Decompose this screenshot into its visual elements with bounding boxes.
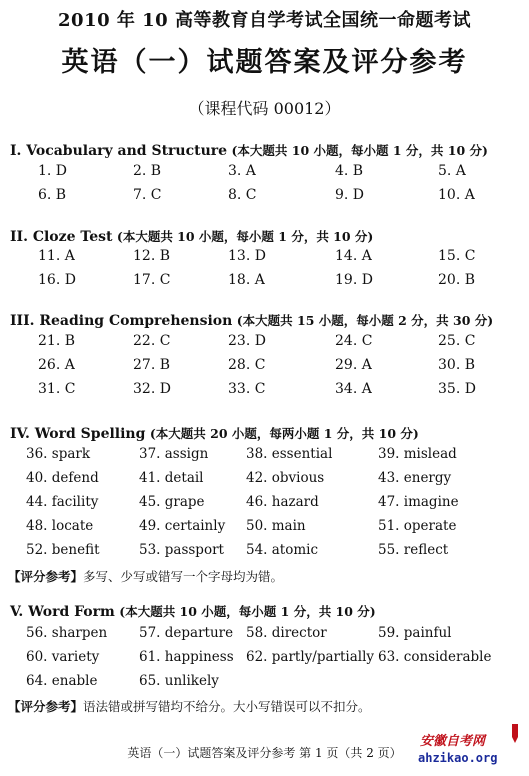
grading-note-text: 语法错或拼写错均不给分。大小写错误可以不扣分。 [83,699,371,714]
answer-item: 22. C [133,333,171,349]
answer-item: 10. A [438,187,475,203]
answer-item: 41. detail [139,470,204,486]
answer-item: 55. reflect [378,542,449,558]
answer-item: 48. locate [26,518,94,534]
answer-row [0,187,529,211]
section-title: I. Vocabulary and Structure [10,143,228,159]
answer-item: 7. C [133,187,162,203]
answer-item: 50. main [246,518,306,534]
answer-item: 58. director [246,625,327,641]
answer-row [0,625,529,649]
section-scoring-note: (本大题共 10 小题，每小题 1 分，共 10 分) [231,143,488,158]
answer-item: 33. C [228,381,266,397]
answer-item: 56. sharpen [26,625,108,641]
answer-item: 47. imagine [378,494,459,510]
answer-item: 35. D [438,381,476,397]
answer-item: 52. benefit [26,542,100,558]
answer-item: 60. variety [26,649,100,665]
page-footer: 英语（一）试题答案及评分参考 第 1 页（共 2 页） [127,746,402,760]
site-logo [412,724,524,772]
grading-note-label: 【评分参考】 [8,699,84,714]
answer-item: 3. A [228,163,256,179]
section-heading-vocabulary [10,141,488,159]
answer-item: 19. D [335,272,373,288]
answer-item: 28. C [228,357,266,373]
section-heading-reading [10,311,493,329]
answer-row [0,542,529,566]
section-scoring-note: (本大题共 10 小题，每小题 1 分，共 10 分) [119,604,376,619]
answer-item: 6. B [38,187,67,203]
answer-item: 63. considerable [378,649,492,665]
answer-row [0,163,529,187]
answer-item: 39. mislead [378,446,457,462]
answer-row [0,649,529,673]
grading-note [8,567,283,585]
answer-item: 29. A [335,357,372,373]
answer-item: 51. operate [378,518,457,534]
answer-item: 26. A [38,357,75,373]
answer-item: 8. C [228,187,257,203]
answer-row [0,248,529,272]
section-title: II. Cloze Test [10,229,113,245]
answer-item: 13. D [228,248,266,264]
answer-item: 4. B [335,163,364,179]
answer-row [0,333,529,357]
section-title: IV. Word Spelling [10,426,146,442]
section-title: V. Word Form [10,604,115,620]
answer-item: 45. grape [139,494,205,510]
answer-item: 53. passport [139,542,224,558]
answer-item: 17. C [133,272,171,288]
answer-item: 21. B [38,333,76,349]
grading-note-label: 【评分参考】 [8,569,84,584]
section-scoring-note: (本大题共 20 小题，每两小题 1 分，共 10 分) [149,426,419,441]
answer-item: 15. C [438,248,476,264]
answer-item: 1. D [38,163,68,179]
answer-item: 27. B [133,357,171,373]
grading-note-text: 多写、少写或错写一个字母均为错。 [83,569,284,584]
answer-item: 34. A [335,381,372,397]
answer-row [0,357,529,381]
section-title: III. Reading Comprehension [10,313,233,329]
answer-item: 36. spark [26,446,91,462]
answer-item: 12. B [133,248,171,264]
answer-item: 14. A [335,248,372,264]
answer-row [0,381,529,405]
answer-item: 20. B [438,272,476,288]
answer-item: 61. happiness [139,649,234,665]
answer-row [0,272,529,296]
exam-title: 2010 年 10 高等教育自学考试全国统一命题考试 [58,10,471,31]
answer-item: 42. obvious [246,470,325,486]
answer-row [0,673,529,697]
answer-item: 23. D [228,333,266,349]
answer-item: 43. energy [378,470,452,486]
answer-item: 44. facility [26,494,99,510]
answer-item: 40. defend [26,470,99,486]
section-heading-cloze [10,227,373,245]
answer-item: 32. D [133,381,171,397]
answer-item: 57. departure [139,625,234,641]
answer-item: 31. C [38,381,76,397]
section-scoring-note: (本大题共 15 小题，每小题 2 分，共 30 分) [236,313,494,328]
grading-note [8,697,371,715]
answer-item: 25. C [438,333,476,349]
answer-item: 9. D [335,187,365,203]
answer-item: 30. B [438,357,476,373]
answer-item: 62. partly/partially [246,649,375,665]
answer-row [0,470,529,494]
answer-item: 16. D [38,272,76,288]
answer-item: 64. enable [26,673,98,689]
answer-row [0,446,529,470]
answer-item: 24. C [335,333,373,349]
answer-item: 2. B [133,163,162,179]
answer-item: 46. hazard [246,494,319,510]
answer-item: 59. painful [378,625,452,641]
answer-row [0,494,529,518]
section-heading-word-spelling [10,424,419,442]
course-code: （课程代码 00012） [188,99,341,118]
answer-item: 11. A [38,248,75,264]
answer-row [0,518,529,542]
answer-item: 18. A [228,272,265,288]
answer-item: 54. atomic [246,542,319,558]
section-heading-word-form [10,602,376,620]
page-title: 英语（一）试题答案及评分参考 [61,47,468,78]
answer-item: 49. certainly [139,518,226,534]
logo-text-domain: ahzikao.org [418,751,498,765]
section-scoring-note: (本大题共 10 小题，每小题 1 分，共 10 分) [116,229,374,244]
answer-item: 5. A [438,163,466,179]
pen-icon [510,724,520,744]
logo-text-chinese: 安徽自考网 [420,734,486,749]
answer-item: 38. essential [246,446,333,462]
answer-item: 65. unlikely [139,673,219,689]
answer-item: 37. assign [139,446,209,462]
